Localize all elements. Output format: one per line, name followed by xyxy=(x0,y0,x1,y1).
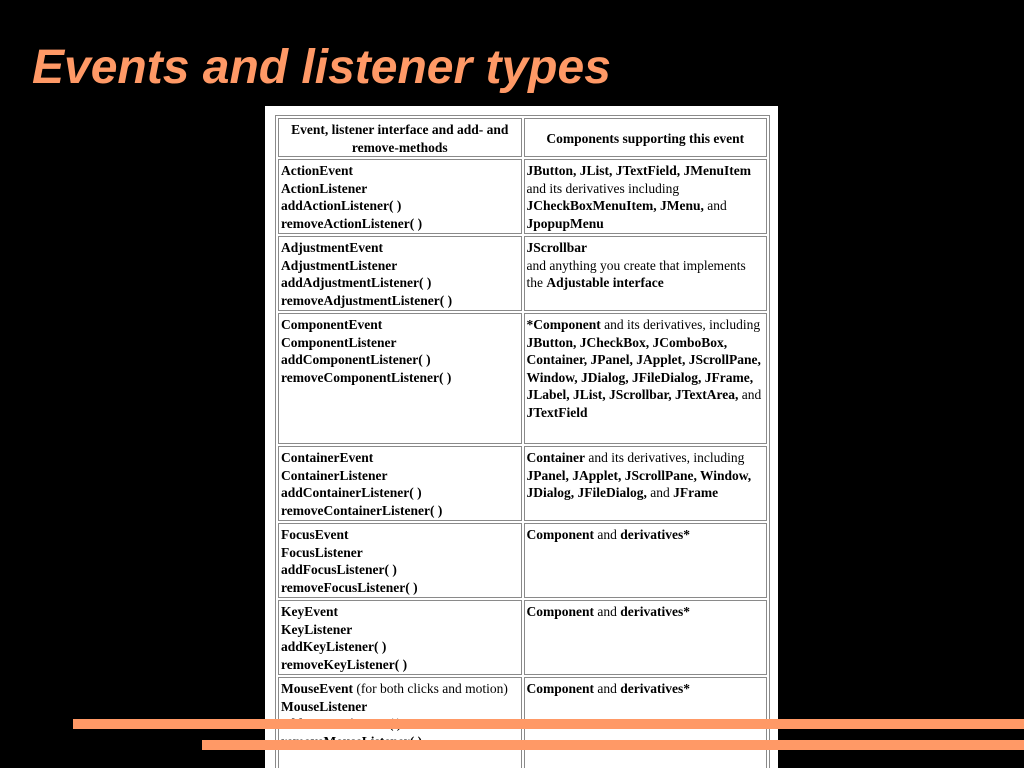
header-components: Components supporting this event xyxy=(524,118,768,157)
listener-name: FocusListener xyxy=(281,544,363,560)
event-cell xyxy=(278,159,522,234)
component-name: Component xyxy=(526,681,595,696)
component-name: JCheckBoxMenuItem, JMenu, xyxy=(526,198,704,213)
component-text: and xyxy=(646,485,674,500)
event-name-text: MouseEvent xyxy=(281,681,353,696)
component-name: *Component xyxy=(526,317,601,332)
listener-name: KeyListener xyxy=(281,621,353,637)
listener-method: addKeyListener( ) xyxy=(281,639,387,654)
components-cell xyxy=(524,523,768,598)
component-name: Container xyxy=(526,450,585,465)
listener-method: addContainerListener( ) xyxy=(281,485,422,500)
listener-method: removeComponentListener( ) xyxy=(281,369,452,385)
header-event-listener: Event, listener interface and add- and remove-methods xyxy=(278,118,522,157)
component-text: and xyxy=(594,681,621,696)
component-name: JpopupMenu xyxy=(526,215,604,231)
table-row xyxy=(278,600,767,675)
listener-name: ActionListener xyxy=(281,180,368,196)
event-cell xyxy=(278,236,522,311)
listener-method: removeFocusListener( ) xyxy=(281,579,418,595)
listener-method: removeKeyListener( ) xyxy=(281,656,408,672)
slide-title: Events and listener types xyxy=(32,41,611,94)
component-text: and its derivatives, including xyxy=(600,317,761,332)
components-cell xyxy=(524,446,768,521)
listener-method: removeActionListener( ) xyxy=(281,215,423,231)
table-row xyxy=(278,446,767,521)
component-name: JScrollbar xyxy=(526,240,587,255)
listener-name: ComponentListener xyxy=(281,334,397,350)
component-text: and its derivatives including xyxy=(526,180,680,196)
event-name: ActionEvent xyxy=(281,163,353,178)
component-name: JFrame xyxy=(673,485,719,500)
components-cell xyxy=(524,600,768,675)
table-row xyxy=(278,523,767,598)
component-text: and xyxy=(738,387,762,402)
listener-method: addFocusListener( ) xyxy=(281,562,397,577)
component-text: and xyxy=(594,527,621,542)
table-row xyxy=(278,159,767,234)
listener-name: AdjustmentListener xyxy=(281,257,398,273)
events-table-image xyxy=(265,106,778,768)
component-name: derivatives* xyxy=(620,604,691,619)
component-name: JButton, JCheckBox, JComboBox, Container, JPanel, JApplet, JScrollPane, Window, JDialog, JFileDialog, JFrame, JLabel, JList, JScrollbar, JTextArea, xyxy=(526,334,761,402)
event-name: ComponentEvent xyxy=(281,317,383,332)
listener-method: addComponentListener( ) xyxy=(281,352,431,367)
component-text: and xyxy=(594,604,621,619)
events-table xyxy=(275,115,770,768)
component-name: JButton, JList, JTextField, JMenuItem xyxy=(526,163,752,178)
component-text: and anything you create that implements the xyxy=(526,257,746,290)
table-row xyxy=(278,236,767,311)
listener-name: ContainerListener xyxy=(281,467,388,483)
component-text: and xyxy=(703,198,727,213)
component-name: Component xyxy=(526,527,595,542)
component-name: derivatives* xyxy=(620,527,691,542)
decorative-stripe-upper xyxy=(73,719,1024,729)
listener-name: MouseListener xyxy=(281,698,368,714)
event-cell xyxy=(278,313,522,444)
components-cell xyxy=(524,159,768,234)
components-cell xyxy=(524,313,768,444)
decorative-stripe-lower xyxy=(202,740,1024,750)
events-table-body xyxy=(278,159,767,768)
event-name: ContainerEvent xyxy=(281,450,374,465)
listener-method: addAdjustmentListener( ) xyxy=(281,275,432,290)
component-name: Component xyxy=(526,604,595,619)
event-cell xyxy=(278,600,522,675)
listener-method: removeAdjustmentListener( ) xyxy=(281,292,453,308)
listener-method: removeContainerListener( ) xyxy=(281,502,443,518)
listener-method: addActionListener( ) xyxy=(281,198,402,213)
components-cell xyxy=(524,236,768,311)
event-cell xyxy=(278,523,522,598)
event-cell xyxy=(278,446,522,521)
component-name: derivatives* xyxy=(620,681,691,696)
component-name: Adjustable interface xyxy=(546,275,664,290)
event-name: AdjustmentEvent xyxy=(281,240,384,255)
component-name: JPanel, JApplet, JScrollPane, Window, JDialog, JFileDialog, xyxy=(526,467,752,500)
event-name: KeyEvent xyxy=(281,604,338,619)
component-name: JTextField xyxy=(526,404,588,420)
event-note: (for both clicks and motion) xyxy=(353,681,508,696)
component-text: and its derivatives, including xyxy=(585,450,745,465)
table-header-row xyxy=(278,118,767,157)
event-name xyxy=(281,680,519,698)
event-name: FocusEvent xyxy=(281,527,349,542)
table-row xyxy=(278,313,767,444)
